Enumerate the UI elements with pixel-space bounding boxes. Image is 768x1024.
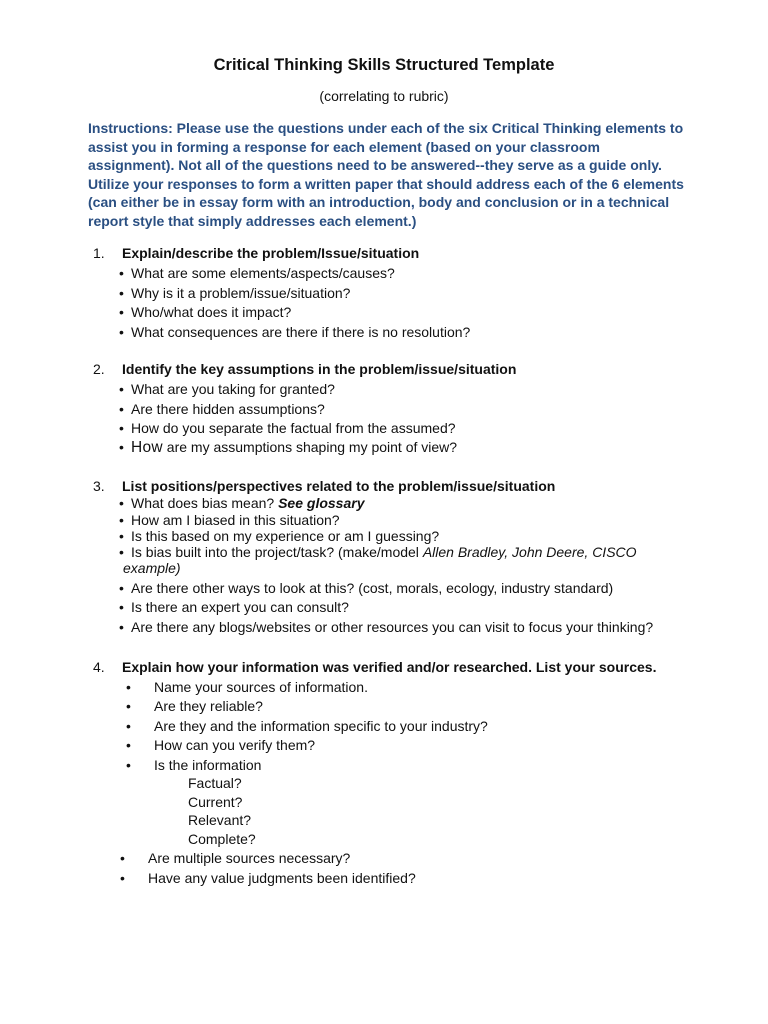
question: • Are they reliable? — [126, 698, 263, 714]
section-number: 3. — [93, 478, 105, 494]
bullet-icon: • — [126, 698, 131, 714]
instructions-paragraph: Instructions: Please use the questions under each of the six Critical Thinking elements to assist you in forming a response for each element (based on your classroom assignment). Not all of the questions need to be answered--they serve as a guide only. Utilize your responses to form a written paper that should address each of the 6 elements (can either be in essay form with an introduction, body and conclusion or in a technical report style that simply addresses each element.) — [88, 120, 684, 229]
question: • What consequences are there if there is no resolution? — [119, 324, 471, 340]
bullet-icon: • — [126, 757, 131, 773]
bullet-icon: • — [119, 439, 124, 455]
bullet-icon: • — [119, 580, 124, 596]
bullet-icon: • — [126, 737, 131, 753]
question-continuation: example) — [123, 560, 181, 576]
question: • How can you verify them? — [126, 737, 316, 753]
section-heading: Identify the key assumptions in the problem/issue/situation — [122, 361, 517, 377]
question: • What does bias mean? See glossary — [119, 495, 365, 511]
bullet-icon: • — [120, 850, 125, 866]
question: • What are you taking for granted? — [119, 381, 335, 397]
question: • Why is it a problem/issue/situation? — [119, 285, 351, 301]
question: • Are there other ways to look at this? (cost, morals, ecology, industry standard) — [119, 580, 614, 596]
question: • Are there hidden assumptions? — [119, 401, 325, 417]
section-number: 2. — [93, 361, 105, 377]
bullet-icon: • — [120, 870, 125, 886]
bullet-icon: • — [126, 718, 131, 734]
document-subtitle: (correlating to rubric) — [319, 88, 449, 104]
question: • Are multiple sources necessary? — [120, 850, 351, 866]
bullet-icon: • — [119, 528, 124, 544]
question: • Who/what does it impact? — [119, 304, 292, 320]
bullet-icon: • — [119, 381, 124, 397]
question: • How are my assumptions shaping my point of view? — [119, 439, 458, 456]
bullet-icon: • — [119, 285, 124, 301]
section-number: 4. — [93, 659, 105, 675]
bullet-icon: • — [119, 619, 124, 635]
bullet-icon: • — [119, 304, 124, 320]
sub-item: Factual? — [188, 775, 242, 791]
question: • Is there an expert you can consult? — [119, 599, 349, 615]
bullet-icon: • — [119, 420, 124, 436]
question: • Is the information — [126, 757, 262, 773]
section-heading: List positions/perspectives related to the problem/issue/situation — [122, 478, 556, 494]
question: • Are they and the information specific to your industry? — [126, 718, 488, 734]
question: • Is this based on my experience or am I guessing? — [119, 528, 440, 544]
question: • Are there any blogs/websites or other resources you can visit to focus your thinking? — [119, 619, 654, 635]
bullet-icon: • — [119, 265, 124, 281]
question: • What are some elements/aspects/causes? — [119, 265, 395, 281]
document-title: Critical Thinking Skills Structured Template — [213, 56, 555, 74]
question: • How do you separate the factual from the assumed? — [119, 420, 456, 436]
section-heading: Explain how your information was verified and/or researched. List your sources. — [122, 659, 657, 675]
sub-item: Complete? — [188, 831, 256, 847]
question: • Have any value judgments been identified? — [120, 870, 416, 886]
bullet-icon: • — [119, 324, 124, 340]
glossary-reference: See glossary — [278, 495, 365, 511]
bullet-icon: • — [119, 401, 124, 417]
bullet-icon: • — [126, 679, 131, 695]
section-number: 1. — [93, 245, 105, 261]
bullet-icon: • — [119, 495, 124, 511]
question: • Is bias built into the project/task? (make/model Allen Bradley, John Deere, CISCO — [119, 544, 637, 560]
question: • How am I biased in this situation? — [119, 512, 340, 528]
bullet-icon: • — [119, 512, 124, 528]
question: • Name your sources of information. — [126, 679, 368, 695]
bullet-icon: • — [119, 599, 124, 615]
sub-item: Current? — [188, 794, 243, 810]
bullet-icon: • — [119, 544, 124, 560]
sub-item: Relevant? — [188, 812, 252, 828]
section-heading: Explain/describe the problem/Issue/situation — [122, 245, 420, 261]
